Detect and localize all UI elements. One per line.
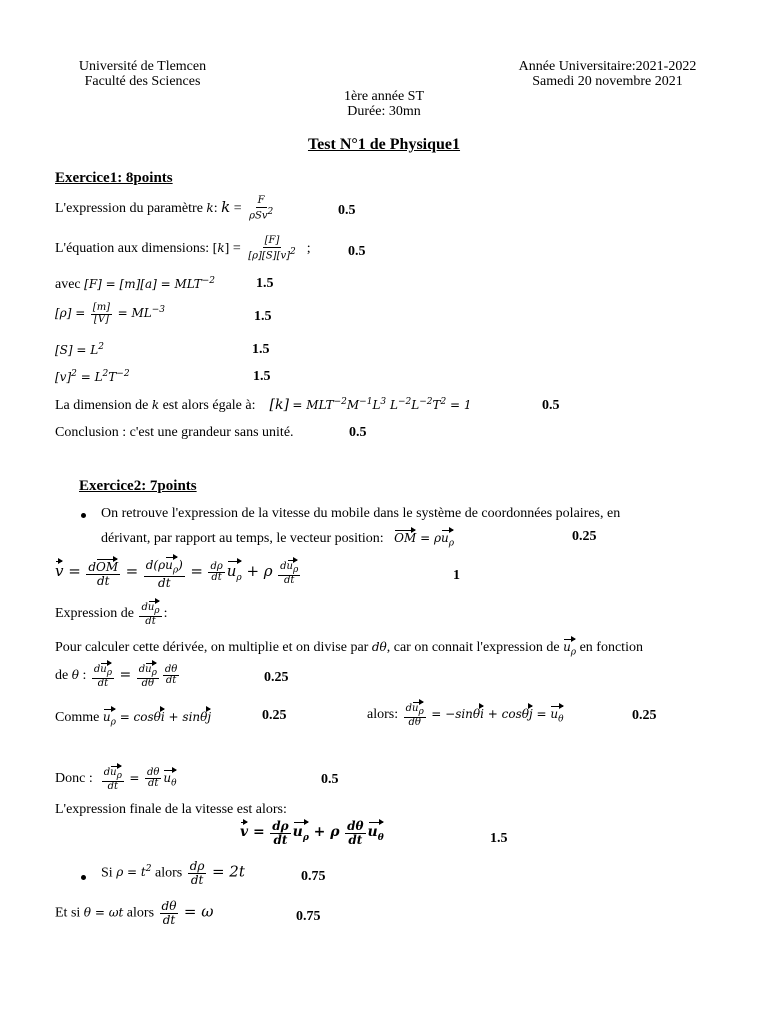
- ex2-de-theta: de θ : $\frac{du_\rho}{dt}$ = $\frac{du_\rho}{d\theta}$ $\frac{d\theta}{dt}$: [55, 663, 178, 690]
- ex2-donc-points: 0.5: [321, 772, 339, 787]
- ex2-alors-text: alors:: [367, 707, 399, 723]
- exam-duration: Durée: 30mn: [347, 104, 421, 119]
- ex2-si1-text: Si: [101, 865, 113, 881]
- ex1-l7-text: La dimension de: [55, 398, 149, 413]
- ex1-l5-points: 1.5: [252, 342, 270, 357]
- ex2-expression-de: Expression de $\frac{du_\rho}{dt}$ :: [55, 602, 168, 628]
- ex2-si1-points: 0.75: [301, 869, 326, 884]
- ex2-comme-points: 0.25: [262, 708, 287, 723]
- ex2-donc: Donc : $\frac{du_\rho}{dt}$ = $\frac{d\theta}{dt}$ $u_\theta$: [55, 766, 177, 793]
- ex2-si1-alors: alors: [154, 865, 183, 881]
- ex1-k-expression: L'expression du paramètre k: k = $\frac{F}{\rho Sv^2}$: [55, 195, 274, 221]
- ex1-l7-text2: est alors égale à:: [162, 398, 256, 413]
- bullet-icon: [81, 875, 86, 880]
- ex1-l2-text: L'équation aux dimensions:: [55, 240, 210, 256]
- ex2-alors-points: 0.25: [632, 708, 657, 723]
- ex2-si2-text: Et si: [55, 905, 81, 921]
- ex1-l1-text: L'expression du paramètre: [55, 200, 203, 216]
- ex2-final-points: 1.5: [490, 831, 508, 846]
- ex2-si2-points: 0.75: [296, 909, 321, 924]
- ex2-calc-text3: en fonction: [579, 640, 643, 655]
- ex1-l3-points: 1.5: [256, 276, 274, 291]
- ex2-donc-text: Donc :: [55, 771, 93, 787]
- ex1-l4-points: 1.5: [254, 309, 272, 324]
- ex1-l1-points: 0.5: [338, 203, 356, 218]
- ex1-l6-points: 1.5: [253, 369, 271, 384]
- ex2-final-text: L'expression finale de la vitesse est alors:: [55, 802, 287, 817]
- ex2-v-points: 1: [453, 568, 460, 583]
- page-title: Test N°1 de Physique1: [307, 136, 461, 153]
- faculty-name: Faculté des Sciences: [84, 74, 201, 89]
- ex2-de-text: de: [55, 668, 69, 684]
- ex1-force-dimension: avec $[F] = [m][a] = MLT^{-2}$: [55, 276, 216, 292]
- exam-date: Samedi 20 novembre 2021: [532, 74, 683, 89]
- ex2-comme: Comme $u_\rho = \cos\theta i + \sin\theta j$: [55, 710, 212, 728]
- exercise2-heading: Exercice2: 7points: [79, 478, 197, 494]
- ex1-k-dimension: La dimension de k est alors égale à: $[k] = MLT^{-2}M^{-1}L^3$ $L^{-2}L^{-2}T^2 = 1$: [55, 397, 472, 413]
- ex2-de-points: 0.25: [264, 670, 289, 685]
- ex2-calc-line: Pour calculer cette dérivée, on multiplie et on divise par dθ, car on connait l'expression de $u_\rho$ en fonction: [55, 640, 643, 658]
- ex2-b1-line1: On retrouve l'expression de la vitesse du mobile dans le système de coordonnées polaires, en: [101, 506, 621, 521]
- ex2-calc-text: Pour calculer cette dérivée, on multiplie et on divise par: [55, 640, 369, 655]
- ex2-b1-line2: dérivant, par rapport au temps, le vecteur position:: [101, 531, 384, 546]
- bullet-icon: [81, 513, 86, 518]
- ex1-surface-dimension: $[S] = L^2$: [55, 342, 104, 357]
- academic-year: Année Universitaire:2021-2022: [518, 59, 697, 74]
- university-name: Université de Tlemcen: [78, 59, 207, 74]
- ex2-final-equation: v = $\frac{d\rho}{dt}$ $u_\rho + \rho$ $\frac{d\theta}{dt}$ $u_\theta$: [240, 819, 384, 847]
- ex1-dimension-equation: L'équation aux dimensions: [k] = $\frac{[F]}{[\rho][S][v]^2}$ ;: [55, 235, 311, 261]
- ex2-calc-text2: , car on connait l'expression de: [386, 640, 560, 655]
- ex1-velocity-dimension: $[v]^2 = L^2T^{-2}$: [55, 369, 130, 384]
- ex1-l7-points: 0.5: [542, 398, 560, 413]
- ex2-si-rho: Si $\rho = t^2$ alors $\frac{d\rho}{dt}$ = 2t: [101, 859, 245, 887]
- ex1-l2-points: 0.5: [348, 244, 366, 259]
- ex1-density-dimension: [ρ] = $\frac{[m]}{[V]}$ = $ML^{-3}$: [55, 302, 165, 325]
- ex2-alors: alors: $\frac{du_\rho}{d\theta}$ = $-\sin\theta i + \cos\theta j = u_\theta$: [367, 703, 564, 729]
- class-level: 1ère année ST: [343, 89, 425, 104]
- ex1-conclusion-points: 0.5: [349, 425, 367, 440]
- ex1-l3-text: avec: [55, 277, 81, 292]
- ex2-comme-text: Comme: [55, 710, 100, 725]
- ex1-conclusion: Conclusion : c'est une grandeur sans unité.: [55, 425, 294, 440]
- exercise1-heading: Exercice1: 8points: [55, 170, 173, 186]
- ex2-b1-line2-wrap: dérivant, par rapport au temps, le vecteur position: OM = $\rho u_\rho$: [101, 531, 455, 549]
- ex2-velocity-derivation: v = $\frac{\text{dOM}}{dt}$ = $\frac{d(\rho u_\rho)}{dt}$ = $\frac{d\rho}{dt}$ $u_\rho + \rho$ $\frac{du_\rho}{dt}$: [55, 558, 299, 590]
- ex2-b1-points: 0.25: [572, 529, 597, 544]
- ex2-expr-text: Expression de: [55, 606, 134, 622]
- ex2-si-theta: Et si θ = ωt alors $\frac{d\theta}{dt}$ = ω: [55, 899, 214, 927]
- ex2-si2-alors: alors: [126, 905, 155, 921]
